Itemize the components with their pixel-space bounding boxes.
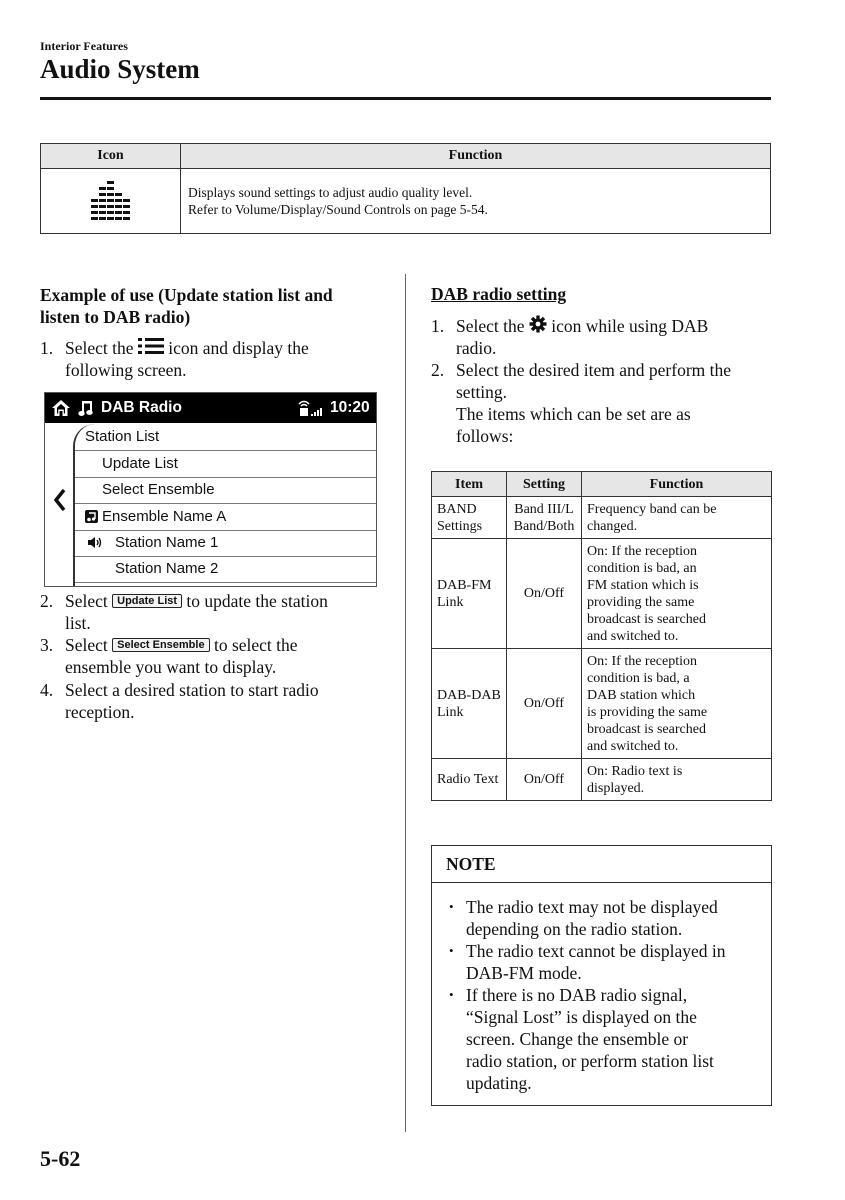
station-list-panel bbox=[73, 424, 377, 586]
function-cell: On: If the reception condition is bad, an FM station which is providing the same broadcast is searched and switched to. bbox=[582, 539, 772, 649]
table-row bbox=[432, 759, 772, 801]
item-cell: DAB-FM Link bbox=[432, 539, 507, 649]
icon-cell bbox=[41, 169, 181, 234]
setting-cell: On/Off bbox=[507, 649, 582, 759]
column-divider bbox=[405, 274, 406, 1132]
function-line-2: Refer to Volume/Display/Sound Controls on page 5-54. bbox=[188, 202, 488, 217]
icon-function-table bbox=[40, 143, 771, 234]
music-note-icon bbox=[78, 400, 93, 417]
right-step-2: 2. Select the desired item and perform the setting. The items which can be set are as follows: bbox=[431, 360, 732, 446]
ensemble-icon bbox=[85, 510, 98, 523]
list-item-select-ensemble[interactable]: Select Ensemble bbox=[75, 477, 377, 504]
signal-strength-icon bbox=[297, 398, 327, 418]
setting-cell: On/Off bbox=[507, 759, 582, 801]
title-rule bbox=[40, 97, 771, 100]
list-icon bbox=[138, 337, 164, 355]
function-cell: On: If the reception condition is bad, a DAB station which is providing the same broadcast is searched and switched to. bbox=[582, 649, 772, 759]
note-bullet: • The radio text may not be displayed depending on the radio station. bbox=[449, 897, 718, 939]
update-list-button[interactable]: Update List bbox=[112, 594, 182, 608]
note-title: NOTE bbox=[432, 846, 771, 883]
function-column-header: Function bbox=[181, 144, 771, 169]
item-cell: BAND Settings bbox=[432, 497, 507, 539]
page-title: Audio System bbox=[40, 54, 200, 84]
table-row bbox=[432, 649, 772, 759]
table-row bbox=[432, 539, 772, 649]
list-item-ensemble-name-a[interactable]: Ensemble Name A bbox=[75, 504, 377, 531]
item-column-header: Item bbox=[432, 472, 507, 497]
setting-cell: Band III/L Band/Both bbox=[507, 497, 582, 539]
dab-setting-heading: DAB radio setting bbox=[431, 284, 567, 304]
left-step-4: 4. Select a desired station to start radio reception. bbox=[40, 680, 319, 722]
select-ensemble-button[interactable]: Select Ensemble bbox=[112, 638, 209, 652]
section-label: Interior Features bbox=[40, 39, 128, 53]
list-item-update-list[interactable]: Update List bbox=[75, 451, 377, 478]
note-bullet: • If there is no DAB radio signal, “Signal Lost” is displayed on the screen. Change the ensemble or radio station, or perform station list updating. bbox=[449, 985, 714, 1093]
note-bullet: • The radio text cannot be displayed in DAB-FM mode. bbox=[449, 941, 726, 983]
gear-icon bbox=[529, 315, 547, 333]
note-box bbox=[431, 845, 772, 1106]
right-step-1: 1. Select the icon while using DAB radio. bbox=[431, 316, 709, 358]
dab-settings-table bbox=[431, 471, 772, 801]
setting-cell: On/Off bbox=[507, 539, 582, 649]
function-cell bbox=[181, 169, 771, 234]
screen-status-bar bbox=[45, 393, 376, 423]
table-row bbox=[432, 497, 772, 539]
icon-column-header: Icon bbox=[41, 144, 181, 169]
function-cell: On: Radio text is displayed. bbox=[582, 759, 772, 801]
page-number: 5-62 bbox=[40, 1146, 81, 1171]
equalizer-icon bbox=[87, 179, 135, 223]
left-step-3: 3. Select Select Ensemble to select the ensemble you want to display. bbox=[40, 635, 298, 677]
function-cell: Frequency band can be changed. bbox=[582, 497, 772, 539]
screen-title: DAB Radio bbox=[101, 399, 182, 416]
item-cell: Radio Text bbox=[432, 759, 507, 801]
left-step-2: 2. Select Update List to update the station list. bbox=[40, 591, 328, 633]
speaker-icon bbox=[87, 536, 103, 549]
left-step-1: 1. Select the icon and display the following screen. bbox=[40, 338, 309, 380]
list-item-station-list[interactable]: Station List bbox=[75, 424, 377, 451]
list-item-station-name-1[interactable]: Station Name 1 bbox=[75, 530, 377, 557]
item-cell: DAB-DAB Link bbox=[432, 649, 507, 759]
dab-radio-screen bbox=[44, 392, 377, 587]
function-line-1: Displays sound settings to adjust audio quality level. bbox=[188, 185, 473, 200]
function-column-header: Function bbox=[582, 472, 772, 497]
back-chevron-icon[interactable] bbox=[53, 488, 67, 512]
setting-column-header: Setting bbox=[507, 472, 582, 497]
list-item-station-name-2[interactable]: Station Name 2 bbox=[75, 556, 377, 583]
example-heading: Example of use (Update station list and listen to DAB radio) bbox=[40, 285, 333, 327]
screen-clock: 10:20 bbox=[330, 399, 370, 416]
home-icon[interactable] bbox=[51, 399, 71, 417]
